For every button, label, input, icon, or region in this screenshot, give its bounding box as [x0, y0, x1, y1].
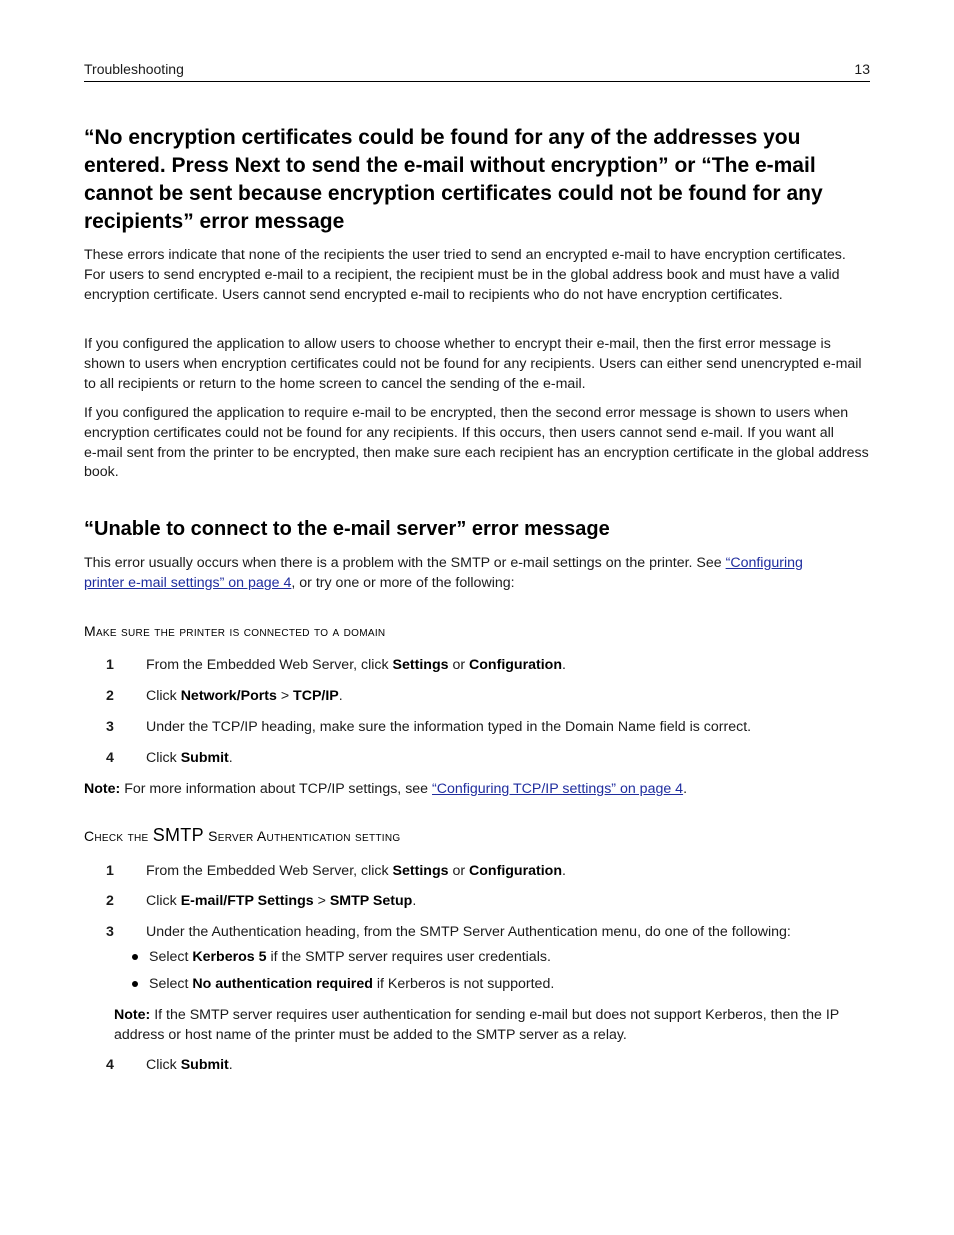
paragraph-allow-choose: If you configured the application to allow users to choose whether to encrypt their e‑mail, then the first error message is shown to users when encryption certificates could not be found for any recipients. Users can either send unencrypted e‑mail to all recipients or return to the home screen to cancel the sending of the e‑mail.: [84, 336, 862, 392]
paragraph-smtp-intro: [84, 554, 870, 594]
note-label: Note:: [84, 781, 121, 797]
intro-text-end: , or try one or more of the following:: [291, 574, 515, 591]
step-text: Click E‑mail/FTP Settings > SMTP Setup.: [146, 893, 417, 909]
step-number: 3: [106, 924, 114, 940]
step-number: 2: [106, 893, 114, 909]
section-heading-encryption-errors: “No encryption certificates could be found for any of the addresses you entered. Press Next to send the e‑mail without encryption” or “The e‑mail cannot be sent because encryption certificates could not be found for any recipients” error message: [84, 126, 823, 233]
note-text: If the SMTP server requires user authentication for sending e‑mail but does not support Kerberos, then the IP address or host name of the printer must be added to the SMTP server as a relay.: [114, 1007, 840, 1043]
step-text: Click Submit.: [146, 750, 233, 766]
step-number: 3: [106, 719, 114, 735]
note-label: Note:: [114, 1007, 151, 1023]
step-text: From the Embedded Web Server, click Settings or Configuration.: [146, 863, 566, 879]
subheading-smtp-auth: Check the SMTP Server Authentication setting: [84, 825, 401, 845]
step-text: Click Submit.: [146, 1057, 233, 1073]
bullet-text: Select No authentication required if Kerberos is not supported.: [149, 976, 555, 992]
link-text-part1: “Configuring: [725, 555, 803, 571]
step-text: Click Network/Ports > TCP/IP.: [146, 688, 343, 704]
bullet-icon: [132, 954, 138, 960]
step-number: 1: [106, 863, 114, 879]
note-tcpip: [84, 780, 870, 800]
page-number: 13: [854, 61, 870, 77]
link-configuring-tcpip[interactable]: “Configuring TCP/IP settings” on page 4: [432, 781, 684, 797]
step-number: 4: [106, 1057, 114, 1073]
step-text: From the Embedded Web Server, click Settings or Configuration.: [146, 657, 566, 673]
bullet-text: Select Kerberos 5 if the SMTP server requires user credentials.: [149, 949, 551, 965]
bullet-icon: [132, 981, 138, 987]
step-text: Under the Authentication heading, from the SMTP Server Authentication menu, do one of the following:: [146, 924, 791, 940]
section-heading-unable-connect: “Unable to connect to the e‑mail server” error message: [84, 518, 610, 540]
link-text-part2: printer e‑mail settings” on page 4: [84, 574, 292, 591]
page-header: [84, 60, 870, 82]
note-end: .: [683, 781, 688, 797]
step-number: 1: [106, 657, 114, 673]
paragraph-require-encryption: If you configured the application to require e‑mail to be encrypted, then the second error message is shown to users when encryption certificates could not be found for any recipients. If this occurs, then users cannot send e‑mail. If you want all e‑mail sent from the printer to be encrypted, then make sure each recipient has an encryption certificate in the global address book.: [84, 405, 869, 481]
paragraph-errors-indicate: These errors indicate that none of the recipients the user tried to send an encrypted e‑mail to have encryption certificates. For users to send encrypted e‑mail to a recipient, the recipient must be in the global address book and must have a valid encryption certificate. Users cannot send encrypted e‑mail to recipients who do not have encryption certificates.: [84, 247, 846, 303]
note-smtp-relay: [114, 1005, 870, 1045]
step-number: 2: [106, 688, 114, 704]
header-section-title: Troubleshooting: [84, 61, 184, 77]
subheading-domain: Make sure the printer is connected to a domain: [84, 623, 386, 639]
step-number: 4: [106, 750, 114, 766]
step-text: Under the TCP/IP heading, make sure the information typed in the Domain Name field is correct.: [146, 719, 752, 735]
note-text: For more information about TCP/IP settings, see: [120, 781, 433, 797]
intro-text: This error usually occurs when there is a problem with the SMTP or e‑mail settings on the printer. See: [84, 555, 726, 571]
